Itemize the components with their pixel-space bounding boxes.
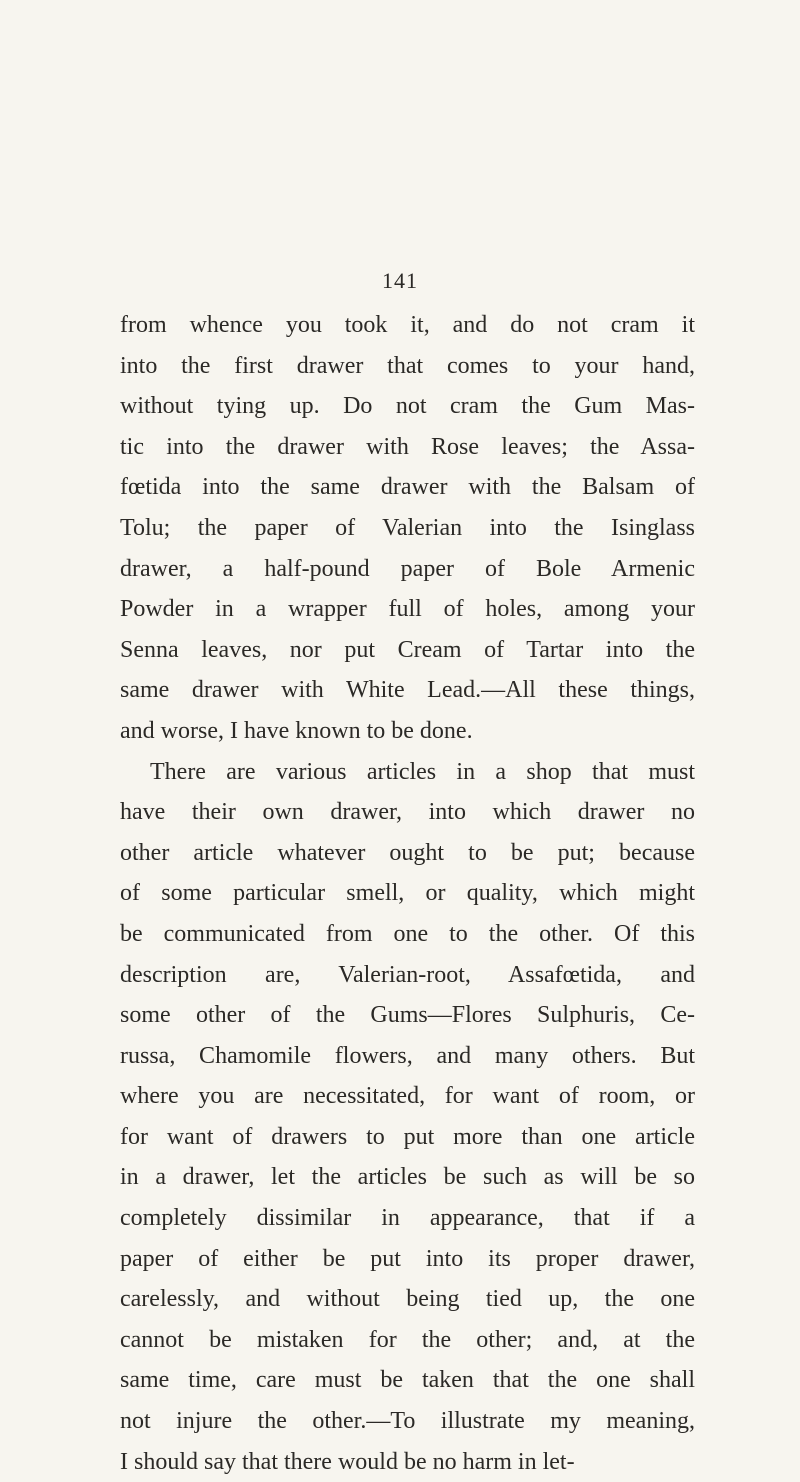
text-line: Tolu; the paper of Valerian into the Isinglass: [120, 514, 695, 541]
text-line: Senna leaves, nor put Cream of Tartar into the: [120, 636, 695, 663]
text-line: There are various articles in a shop that must: [150, 758, 695, 785]
text-line: without tying up. Do not cram the Gum Mas-: [120, 393, 695, 420]
text-line: not injure the other.—To illustrate my meaning,: [120, 1408, 695, 1435]
body-text: [120, 305, 695, 1482]
text-line: where you are necessitated, for want of room, or: [120, 1083, 695, 1110]
text-line: russa, Chamomile flowers, and many others. But: [120, 1042, 695, 1069]
text-line: paper of either be put into its proper drawer,: [120, 1245, 695, 1272]
text-line: same drawer with White Lead.—All these things,: [120, 677, 695, 704]
page-number: 141: [382, 268, 418, 293]
text-line: have their own drawer, into which drawer no: [120, 799, 695, 826]
text-line: tic into the drawer with Rose leaves; the Assa-: [120, 433, 695, 460]
text-line: completely dissimilar in appearance, that if a: [120, 1205, 695, 1232]
text-line: fœtida into the same drawer with the Balsam of: [120, 474, 695, 501]
text-line: in a drawer, let the articles be such as will be so: [120, 1164, 695, 1191]
text-line: drawer, a half-pound paper of Bole Armenic: [120, 555, 695, 582]
text-line: and worse, I have known to be done.: [120, 717, 473, 744]
text-line: be communicated from one to the other. Of this: [120, 920, 695, 947]
text-line: other article whatever ought to be put; because: [120, 839, 695, 866]
text-line: description are, Valerian-root, Assafœtida, and: [120, 961, 695, 988]
text-line: of some particular smell, or quality, which might: [120, 880, 695, 907]
text-line: carelessly, and without being tied up, the one: [120, 1286, 695, 1313]
text-line: I should say that there would be no harm in let-: [120, 1448, 575, 1475]
text-line: from whence you took it, and do not cram it: [120, 312, 695, 338]
text-line: for want of drawers to put more than one article: [120, 1123, 695, 1150]
text-line: cannot be mistaken for the other; and, at the: [120, 1326, 695, 1353]
text-line: Powder in a wrapper full of holes, among your: [120, 596, 695, 623]
text-line: same time, care must be taken that the one shall: [120, 1367, 695, 1394]
text-line: into the first drawer that comes to your hand,: [120, 352, 695, 379]
text-line: some other of the Gums—Flores Sulphuris, Ce-: [120, 1002, 695, 1029]
